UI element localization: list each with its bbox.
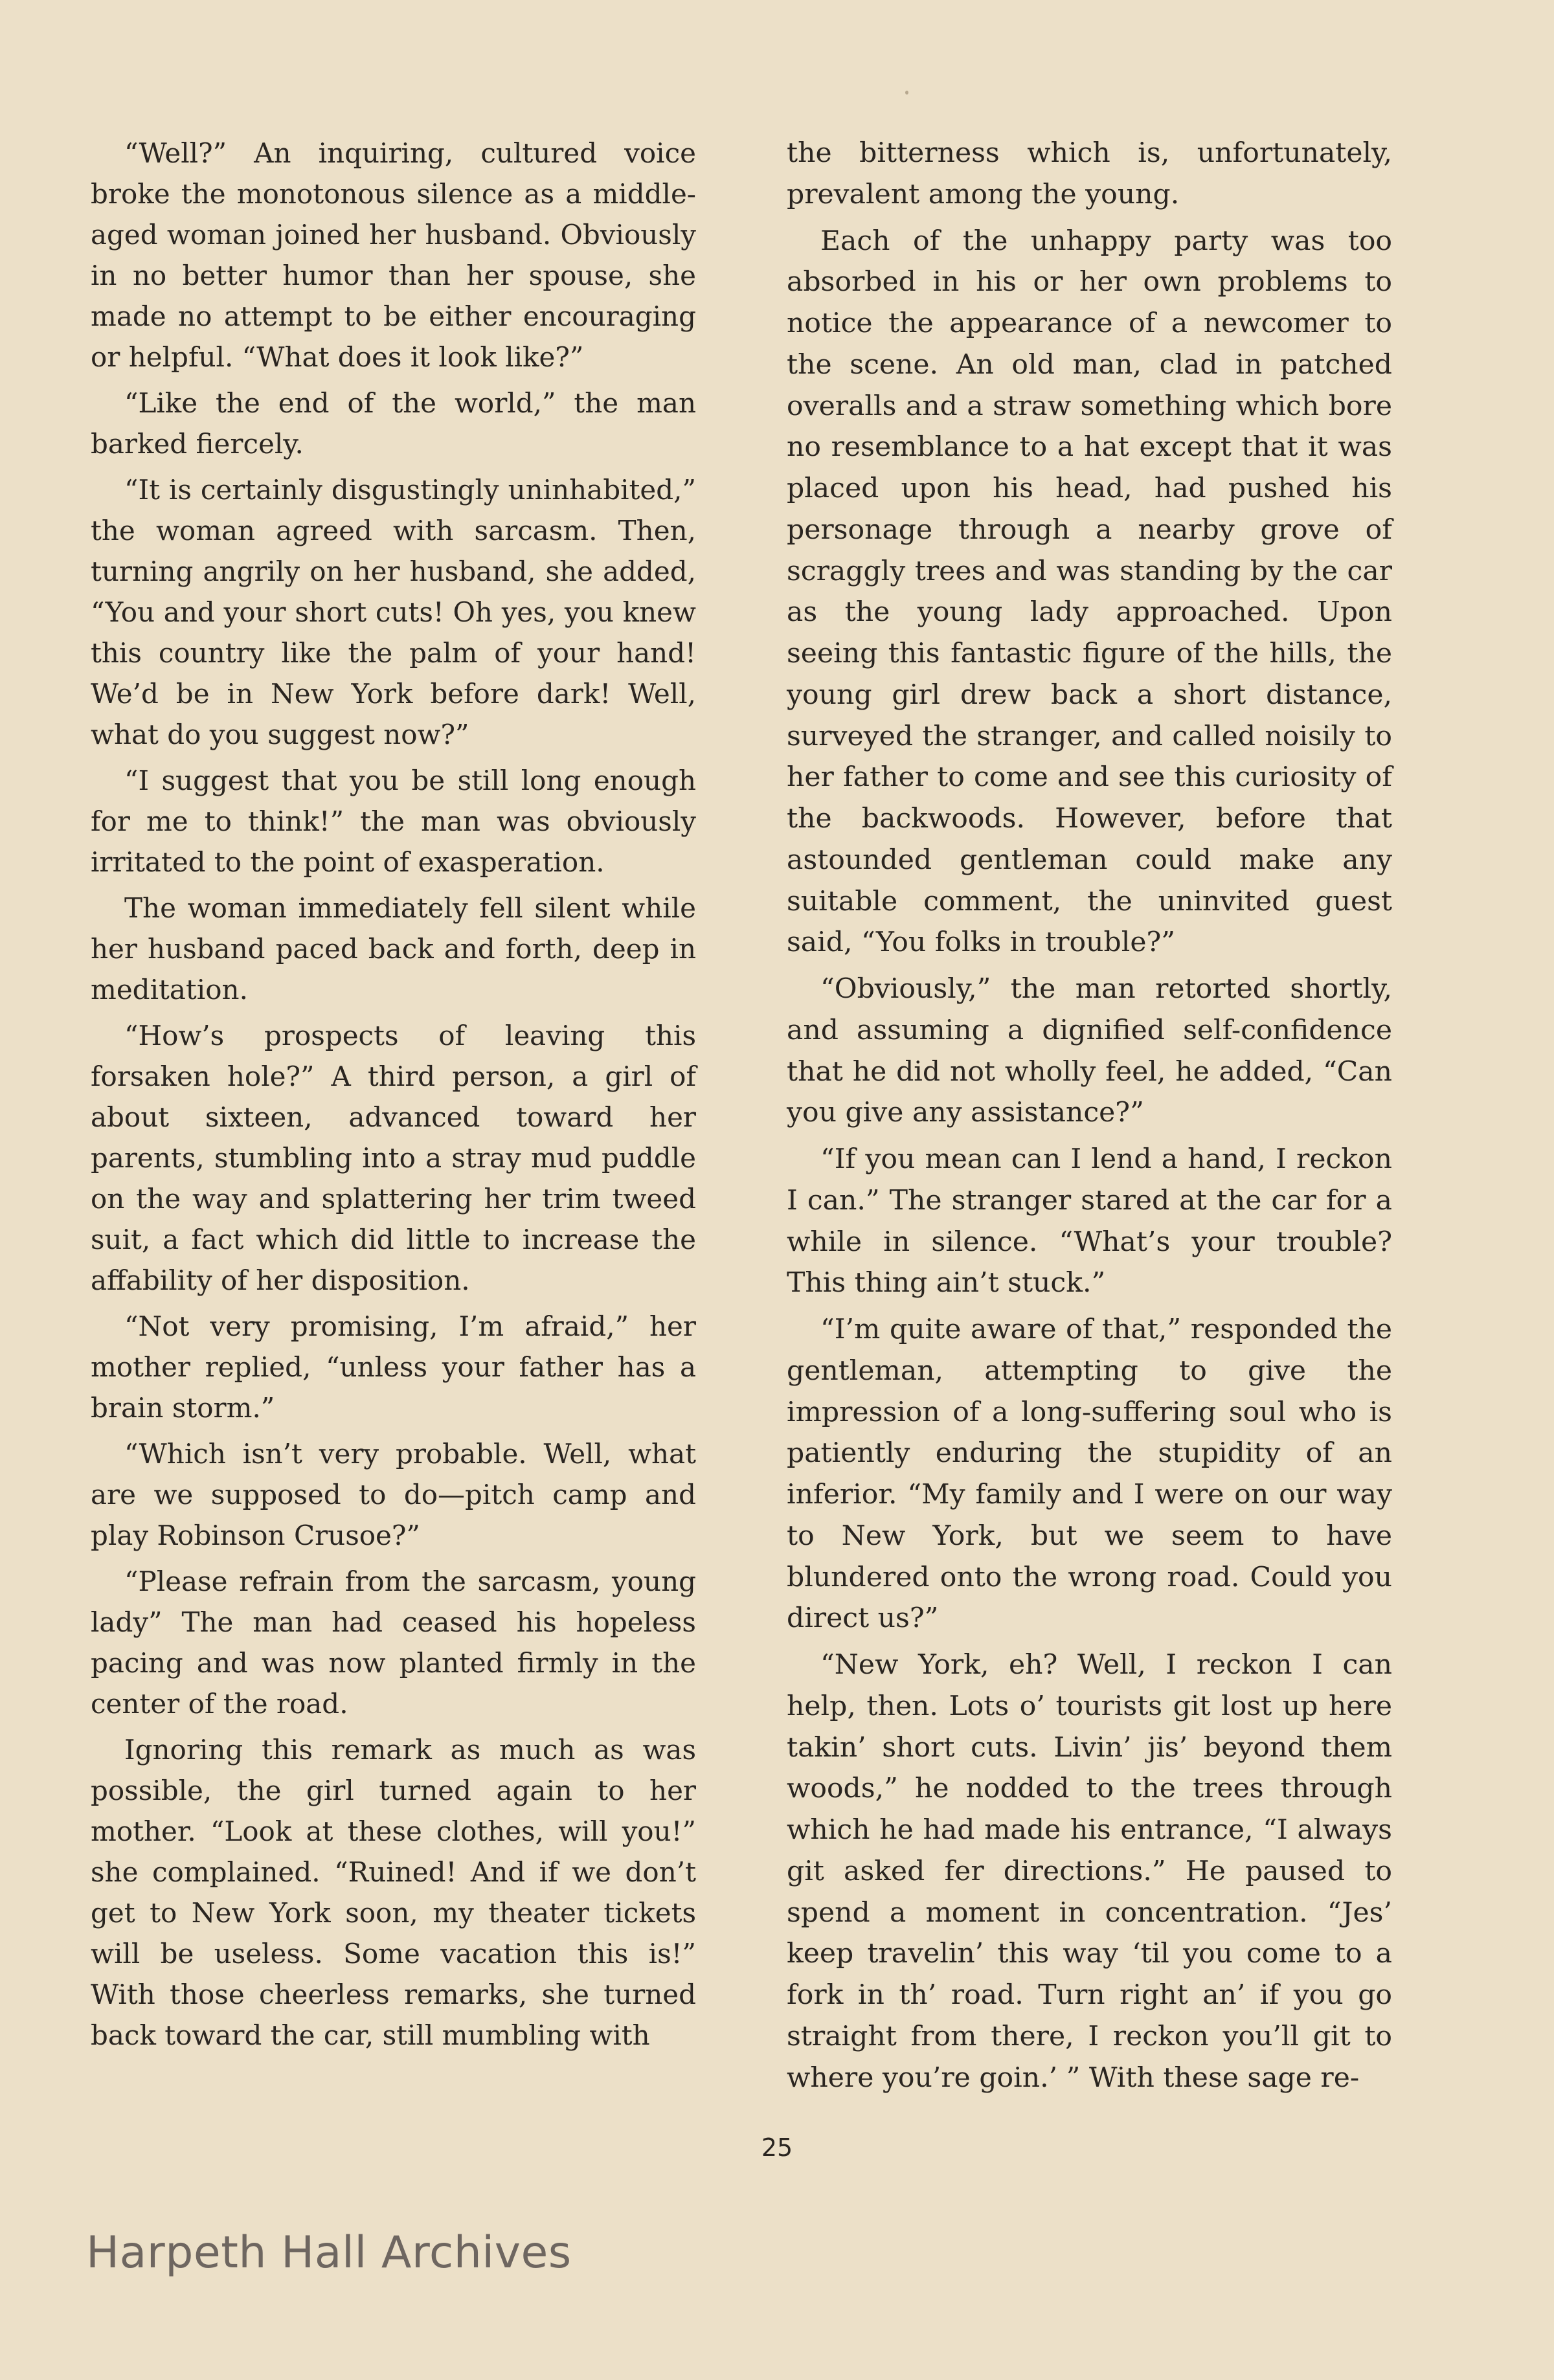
paragraph: “I suggest that you be still long enough for me to think!” the man was obviously irritated to the point of exasperation. xyxy=(91,765,696,878)
right-column xyxy=(787,133,1392,2104)
archive-watermark: Harpeth Hall Archives xyxy=(86,2227,572,2278)
paragraph: “Not very promising, I’m afraid,” her mother replied, “unless your father has a brain storm.” xyxy=(91,1310,696,1424)
paragraph: “New York, eh? Well, I reckon I can help, then. Lots o’ tourists git lost up here takin’ short cuts. Livin’ jis’ beyond them woods,” he nodded to the trees through which he had made his entrance, “I always git asked fer directions.” He paused to spend a moment in concentration. “Jes’ keep travelin’ this way ‘til you come to a fork in th’ road. Turn right an’ if you go straight from there, I reckon you’ll git to where you’re goin.’ ” With these sage re- xyxy=(787,1649,1392,2094)
paragraph: “It is certainly disgustingly uninhabited,” the woman agreed with sarcasm. Then, turning angrily on her husband, she added, “You and your short cuts! Oh yes, you knew this country like the palm of your hand! We’d be in New York before dark! Well, what do you suggest now?” xyxy=(91,474,696,750)
paragraph-continuation: the bitterness which is, unfortunately, prevalent among the young. xyxy=(787,137,1392,210)
paragraph: “Like the end of the world,” the man barked fiercely. xyxy=(91,387,696,460)
paper-speck xyxy=(905,91,908,95)
left-column xyxy=(91,133,696,2061)
paragraph: Ignoring this remark as much as was possible, the girl turned again to her mother. “Look at these clothes, will you!” she complained. “Ruined! And if we don’t get to New York soon, my theater tickets will be useless. Some vacation this is!” With those cheerless remarks, she turned back toward the car, still mumbling with xyxy=(91,1734,696,2051)
paragraph: “If you mean can I lend a hand, I reckon I can.” The stranger stared at the car for a while in silence. “What’s your trouble? This thing ain’t stuck.” xyxy=(787,1143,1392,1299)
paragraph: “Please refrain from the sarcasm, young lady” The man had ceased his hopeless pacing and was now planted firmly in the center of the road. xyxy=(91,1566,696,1720)
paragraph: “Obviously,” the man retorted shortly, and assuming a dignified self-confidence that he did not wholly feel, he added, “Can you give any assistance?” xyxy=(787,973,1392,1129)
page-number: 25 xyxy=(761,2133,793,2162)
paragraph: Each of the unhappy party was too absorbed in his or her own problems to notice the appearance of a newcomer to the scene. An old man, clad in patched overalls and a straw something which bore no resemblance to a hat except that it was placed upon his head, had pushed his personage through a nearby grove of scraggly trees and was standing by the car as the young lady approached. Upon seeing this fantastic figure of the hills, the young girl drew back a short distance, surveyed the stranger, and called noisily to her father to come and see this curiosity of the backwoods. However, before that astounded gentleman could make any suitable comment, the uninvited guest said, “You folks in trouble?” xyxy=(787,225,1392,959)
paragraph: “I’m quite aware of that,” responded the gentleman, attempting to give the impression of a long-suffering soul who is patiently enduring the stupidity of an inferior. “My family and I were on our way to New York, but we seem to have blundered onto the wrong road. Could you direct us?” xyxy=(787,1314,1392,1635)
paragraph: “Well?” An inquiring, cultured voice broke the monotonous silence as a middle-aged woman joined her husband. Obviously in no better humor than her spouse, she made no attempt to be either encouraging or helpful. “What does it look like?” xyxy=(91,137,696,373)
paragraph: The woman immediately fell silent while her husband paced back and forth, deep in meditation. xyxy=(91,892,696,1005)
paragraph: “Which isn’t very probable. Well, what are we supposed to do—pitch camp and play Robinson Crusoe?” xyxy=(91,1438,696,1551)
paragraph: “How’s prospects of leaving this forsaken hole?” A third person, a girl of about sixteen, advanced toward her parents, stumbling into a stray mud puddle on the way and splattering her trim tweed suit, a fact which did little to increase the affability of her disposition. xyxy=(91,1020,696,1296)
